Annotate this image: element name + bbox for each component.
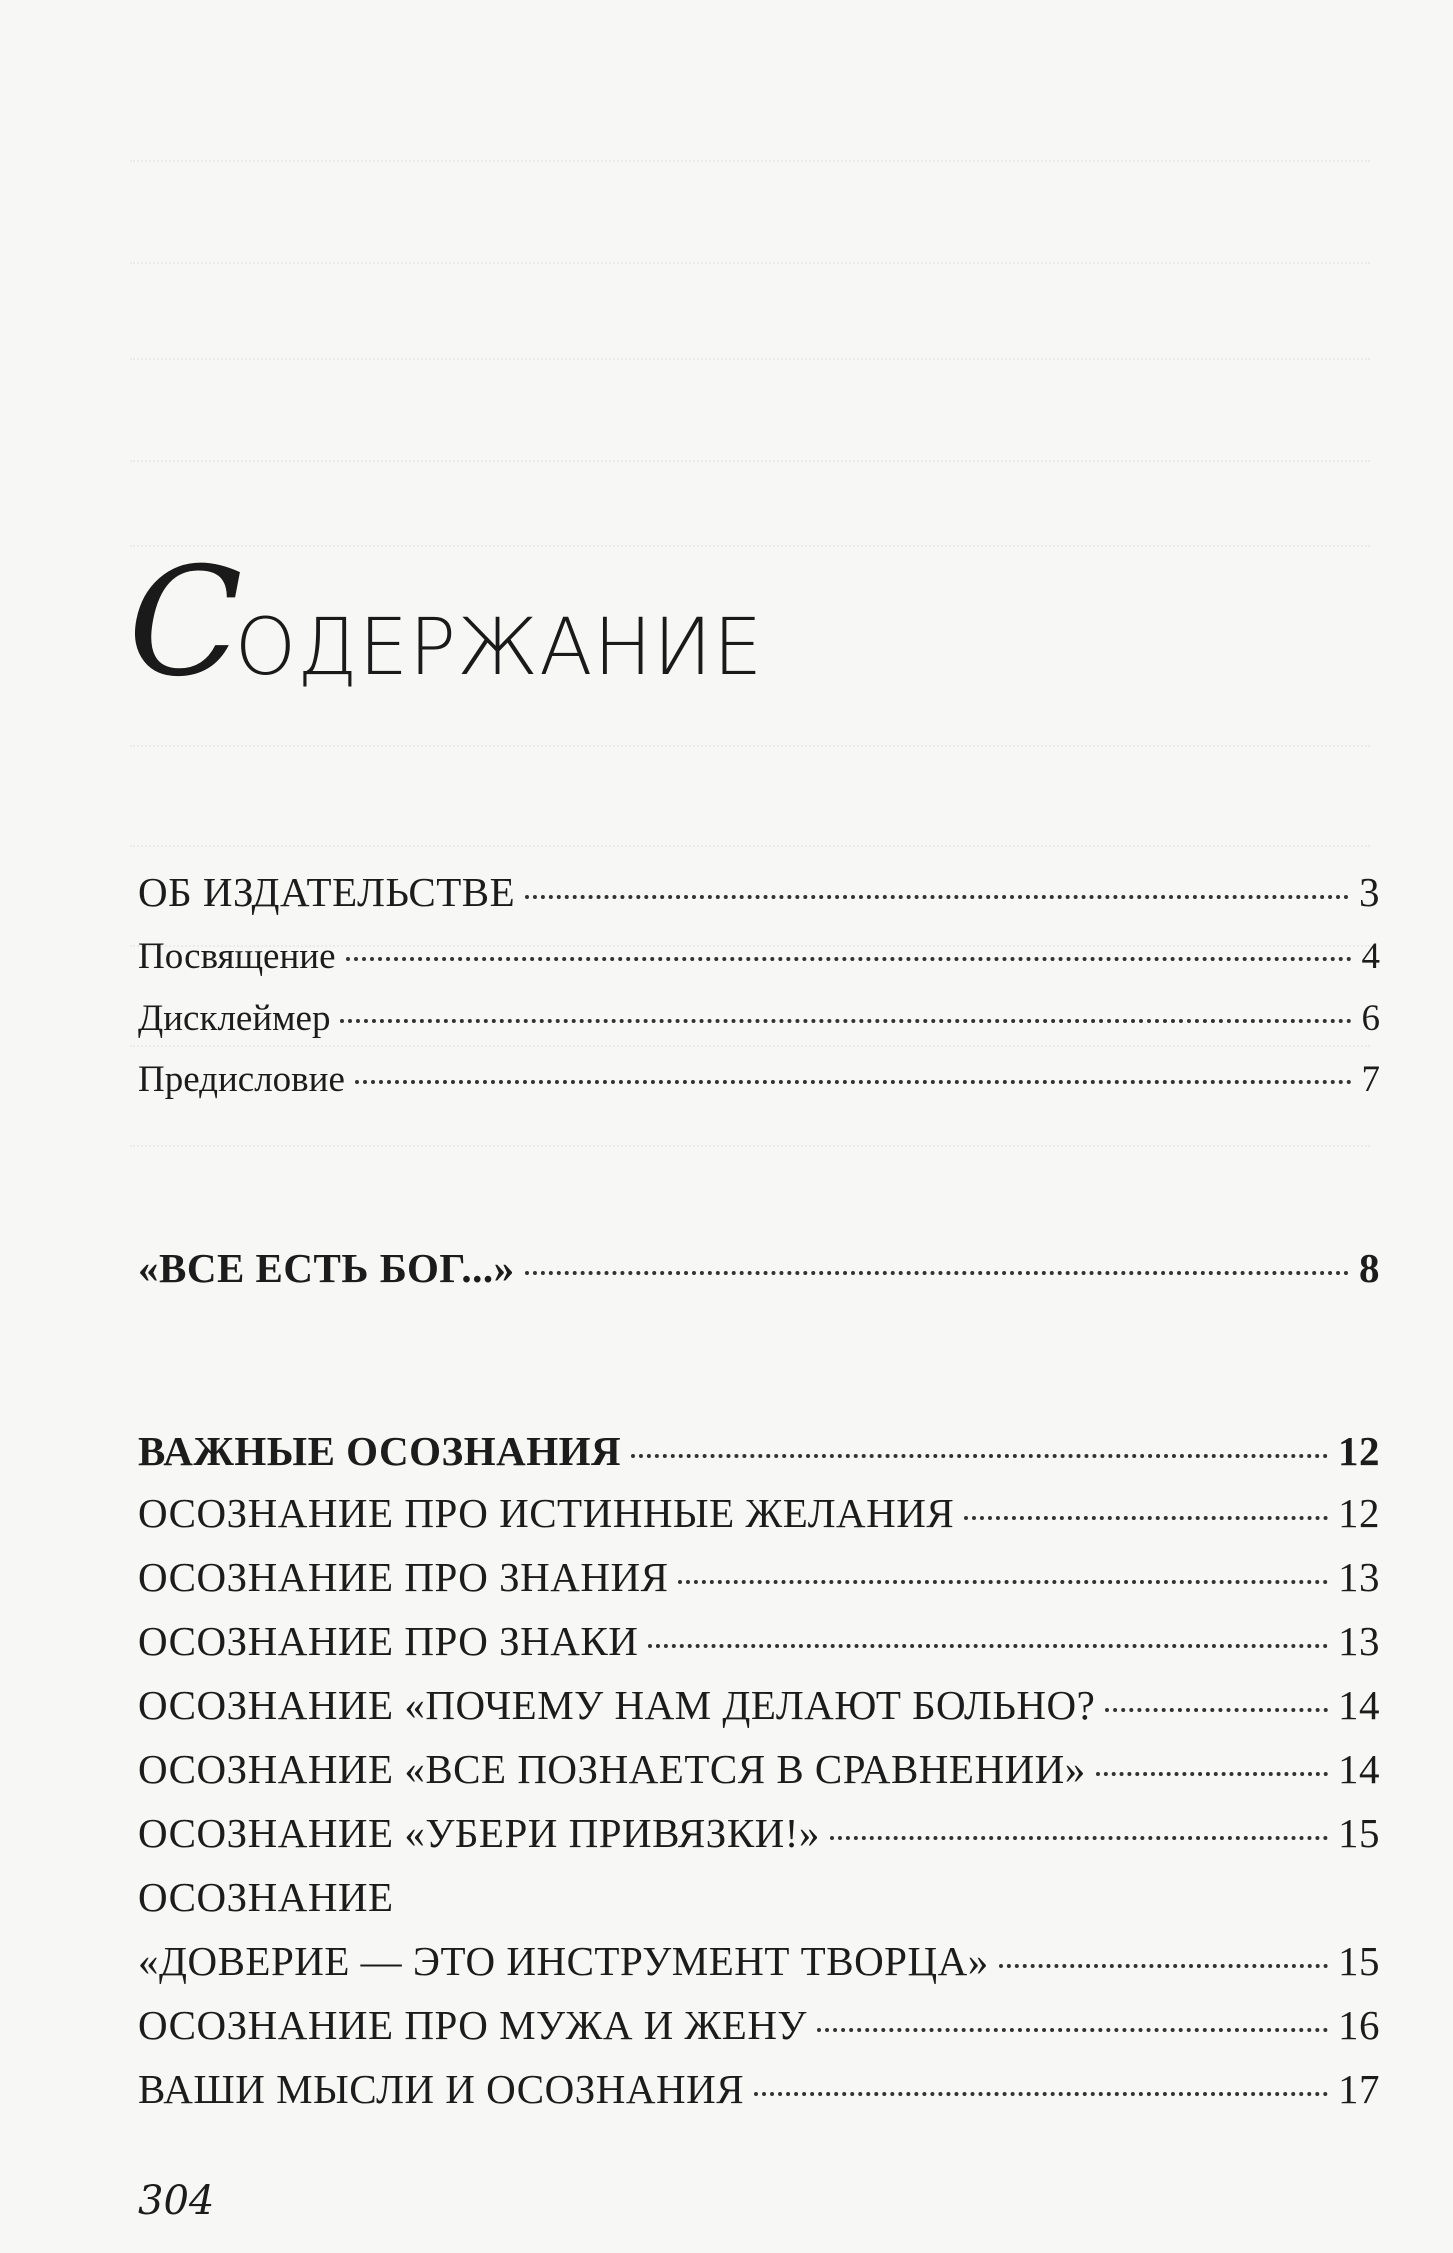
toc-leader-dots <box>631 1454 1328 1458</box>
print-through-line <box>130 545 1370 547</box>
toc-entry-label: ОСОЗНАНИЕ «ПОЧЕМУ НАМ ДЕЛАЮТ БОЛЬНО? <box>138 1682 1096 1728</box>
toc-entry-page: 14 <box>1338 1746 1380 1792</box>
toc-entry-dedication[interactable] <box>138 935 1380 978</box>
toc-entry-label: ВАЖНЫЕ ОСОЗНАНИЯ <box>138 1428 622 1474</box>
toc-entry-disclaimer[interactable] <box>138 997 1380 1040</box>
toc-entry-remove-attachments[interactable] <box>138 1809 1380 1857</box>
toc-leader-dots <box>648 1644 1328 1648</box>
toc-leader-dots <box>525 895 1349 899</box>
toc-entry-page: 15 <box>1338 1810 1380 1856</box>
toc-entry-label: «ДОВЕРИЕ — ЭТО ИНСТРУМЕНТ ТВОРЦА» <box>138 1938 989 1984</box>
print-through-line <box>130 1145 1370 1147</box>
toc-leader-dots <box>340 1019 1351 1023</box>
print-through-line <box>130 460 1370 462</box>
toc-entry-husband-wife[interactable] <box>138 2001 1380 2049</box>
print-through-line <box>130 1045 1370 1047</box>
toc-entry-label: «ВСЕ ЕСТЬ БОГ...» <box>138 1245 515 1291</box>
toc-leader-dots <box>525 1271 1349 1275</box>
toc-entry-label: Предисловие <box>138 1059 345 1100</box>
toc-leader-dots <box>355 1080 1352 1084</box>
toc-entry-label: ОСОЗНАНИЕ <box>138 1874 394 1920</box>
print-through-line <box>130 358 1370 360</box>
toc-entry-label: ОСОЗНАНИЕ ПРО ИСТИННЫЕ ЖЕЛАНИЯ <box>138 1490 955 1536</box>
toc-entry-label: ОСОЗНАНИЕ «УБЕРИ ПРИВЯЗКИ!» <box>138 1810 820 1856</box>
toc-entry-page: 15 <box>1338 1938 1380 1984</box>
toc-entry-about-publisher[interactable] <box>138 868 1380 916</box>
toc-leader-dots <box>830 1836 1328 1840</box>
toc-entry-label: Посвящение <box>138 936 336 977</box>
toc-entry-page: 12 <box>1338 1428 1380 1474</box>
toc-entry-true-desires[interactable] <box>138 1489 1380 1537</box>
page-number: 304 <box>138 2178 215 2224</box>
toc-leader-dots <box>1105 1708 1328 1712</box>
toc-entry-page: 6 <box>1361 998 1380 1039</box>
toc-entry-page: 13 <box>1338 1618 1380 1664</box>
toc-entry-all-is-god[interactable] <box>138 1244 1380 1292</box>
toc-leader-dots <box>678 1580 1328 1584</box>
toc-entry-label: ОСОЗНАНИЕ ПРО ЗНАНИЯ <box>138 1554 669 1600</box>
print-through-line <box>130 160 1370 162</box>
toc-entry-label: ОСОЗНАНИЕ ПРО ЗНАКИ <box>138 1618 639 1664</box>
toc-entry-label: ОСОЗНАНИЕ ПРО МУЖА И ЖЕНУ <box>138 2002 807 2048</box>
toc-entry-label: Дисклеймер <box>138 998 331 1039</box>
toc-entry-your-thoughts[interactable] <box>138 2065 1380 2113</box>
title-initial: С <box>128 536 243 710</box>
page-title <box>128 536 764 710</box>
toc-entry-page: 16 <box>1338 2002 1380 2048</box>
toc-entry-page: 3 <box>1359 869 1380 915</box>
toc-entry-label: ВАШИ МЫСЛИ И ОСОЗНАНИЯ <box>138 2066 745 2112</box>
toc-entry-preface[interactable] <box>138 1058 1380 1101</box>
print-through-line <box>130 845 1370 847</box>
title-rest: ОДЕРЖАНИЕ <box>234 603 764 693</box>
toc-leader-dots <box>1096 1772 1328 1776</box>
toc-leader-dots <box>754 2092 1328 2096</box>
toc-entry-trust-heading[interactable] <box>138 1873 1380 1921</box>
toc-entry-comparison[interactable] <box>138 1745 1380 1793</box>
toc-entry-page: 17 <box>1338 2066 1380 2112</box>
toc-entry-page: 13 <box>1338 1554 1380 1600</box>
toc-entry-label: ОБ ИЗДАТЕЛЬСТВЕ <box>138 869 516 915</box>
toc-entry-label: ОСОЗНАНИЕ «ВСЕ ПОЗНАЕТСЯ В СРАВНЕНИИ» <box>138 1746 1086 1792</box>
toc-leader-dots <box>817 2028 1328 2032</box>
toc-entry-knowledge[interactable] <box>138 1553 1380 1601</box>
toc-entry-important-realizations[interactable] <box>138 1427 1380 1475</box>
toc-entry-trust[interactable] <box>138 1937 1380 1985</box>
toc-entry-page: 12 <box>1338 1490 1380 1536</box>
toc-entry-page: 14 <box>1338 1682 1380 1728</box>
print-through-line <box>130 745 1370 747</box>
toc-entry-page: 7 <box>1361 1059 1380 1100</box>
toc-leader-dots <box>346 957 1352 961</box>
toc-leader-dots <box>999 1964 1328 1968</box>
print-through-line <box>130 262 1370 264</box>
toc-entry-why-it-hurts[interactable] <box>138 1681 1380 1729</box>
toc-entry-signs[interactable] <box>138 1617 1380 1665</box>
toc-entry-page: 4 <box>1361 936 1380 977</box>
toc-leader-dots <box>964 1516 1328 1520</box>
toc-entry-page: 8 <box>1359 1245 1380 1291</box>
